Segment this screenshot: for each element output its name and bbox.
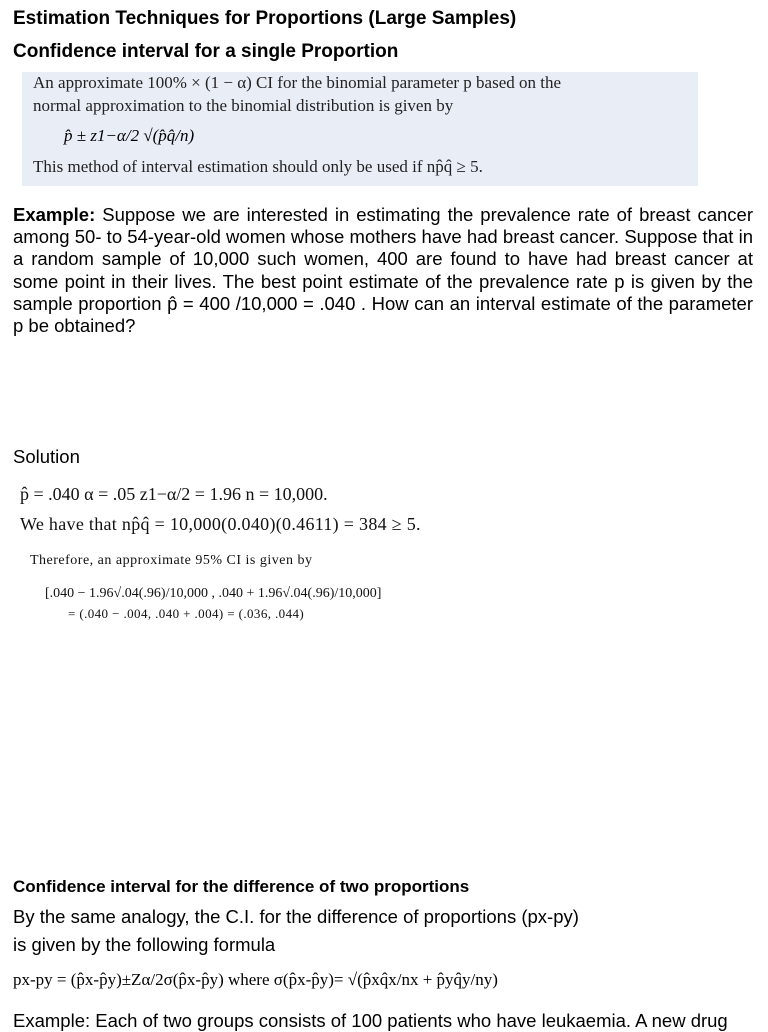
example-paragraph: [13, 204, 753, 337]
section-heading-two-proportions: Confidence interval for the difference of two proportions: [13, 877, 470, 896]
example2-text: Example: Each of two groups consists of 100 patients who have leukaemia. A new drug: [13, 1010, 728, 1031]
example-text: Suppose we are interested in estimating the prevalence rate of breast cancer among 50- to 54-year-old women whose mothers have had breast cancer. Suppose that in a random sample of 10,000 such women, 400 are found to have had breast cancer at some point in their lives. The best point estimate of the prevalence rate p is given by the sample proportion p̂ = 400 /10,000 = .040 . How can an interval estimate of the parameter p be obtained?: [13, 204, 753, 337]
section-heading-single-proportion: Confidence interval for a single Proportion: [13, 41, 399, 62]
definition-line-1: An approximate 100% × (1 − α) CI for the binomial parameter p based on the: [33, 73, 562, 92]
section2-line-2: is given by the following formula: [13, 934, 276, 955]
solution-label: Solution: [13, 446, 80, 467]
solution-line-5: = (.040 − .004, .040 + .004) = (.036, .044): [68, 606, 305, 621]
solution-line-3: Therefore, an approximate 95% CI is given by: [30, 553, 313, 568]
example-label: Example:: [13, 204, 96, 225]
difference-formula: px-py = (p̂x-p̂y)±Zα/2σ(p̂x-p̂y) where σ(p̂x-p̂y)= √(p̂xq̂x/nx + p̂yq̂y/ny): [13, 970, 498, 989]
solution-line-1: p̂ = .040 α = .05 z1−α/2 = 1.96 n = 10,000.: [20, 484, 328, 504]
solution-line-4: [.040 − 1.96√.04(.96)/10,000 , .040 + 1.96√.04(.96)/10,000]: [45, 586, 382, 601]
page-title: Estimation Techniques for Proportions (Large Samples): [13, 8, 517, 29]
solution-line-2: We have that np̂q̂ = 10,000(0.040)(0.4611) = 384 ≥ 5.: [20, 514, 421, 534]
section2-line-1: By the same analogy, the C.I. for the difference of proportions (px-py): [13, 906, 579, 927]
definition-line-4: This method of interval estimation should only be used if np̂q̂ ≥ 5.: [33, 157, 483, 176]
definition-line-2: normal approximation to the binomial distribution is given by: [33, 96, 454, 115]
ci-formula: p̂ ± z1−α/2 √(p̂q̂/n): [64, 126, 195, 145]
